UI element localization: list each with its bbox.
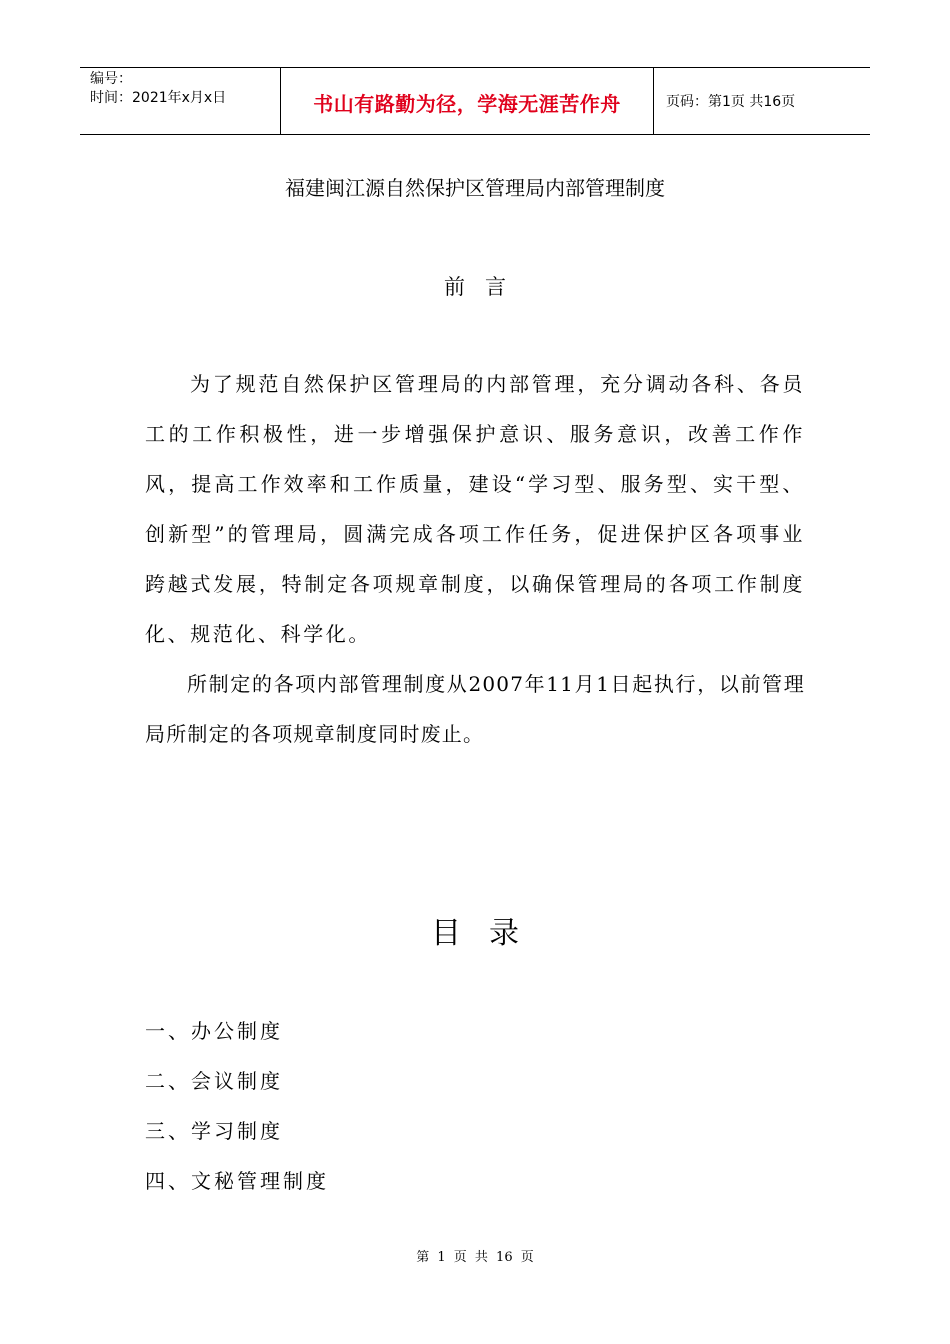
toc-heading: 目录	[431, 916, 547, 951]
page-footer: 第 1 页 共 16 页	[416, 1250, 534, 1265]
preface-heading: 前言	[444, 275, 526, 299]
header-number-label: 编号：	[90, 71, 132, 87]
toc-item: 二、会议制度	[145, 1069, 283, 1093]
header-motto: 书山有路勤为径，学海无涯苦作舟	[281, 68, 654, 134]
toc-item: 四、文秘管理制度	[145, 1169, 329, 1193]
header-time-label: 时间：2021年x月x日	[90, 90, 227, 106]
toc-item: 一、办公制度	[145, 1019, 283, 1043]
document-title: 福建闽江源自然保护区管理局内部管理制度	[285, 176, 665, 200]
page-header-table	[80, 67, 870, 135]
table-of-contents	[145, 1006, 329, 1206]
header-page-info: 页码：第1页 共16页	[666, 94, 796, 110]
preface-paragraph-2: 所制定的各项内部管理制度从2007年11月1日起执行，以前管理局所制定的各项规章制度同时废止。	[145, 672, 805, 746]
toc-item: 三、学习制度	[145, 1119, 283, 1143]
preface-paragraph-1: 为了规范自然保护区管理局的内部管理，充分调动各科、各员工的工作积极性，进一步增强保护意识、服务意识，改善工作作风，提高工作效率和工作质量，建设“学习型、服务型、实干型、创新型”的管理局，圆满完成各项工作任务，促进保护区各项事业跨越式发展，特制定各项规章制度，以确保管理局的各项工作制度化、规范化、科学化。	[145, 372, 805, 646]
header-meta-cell	[80, 68, 281, 134]
